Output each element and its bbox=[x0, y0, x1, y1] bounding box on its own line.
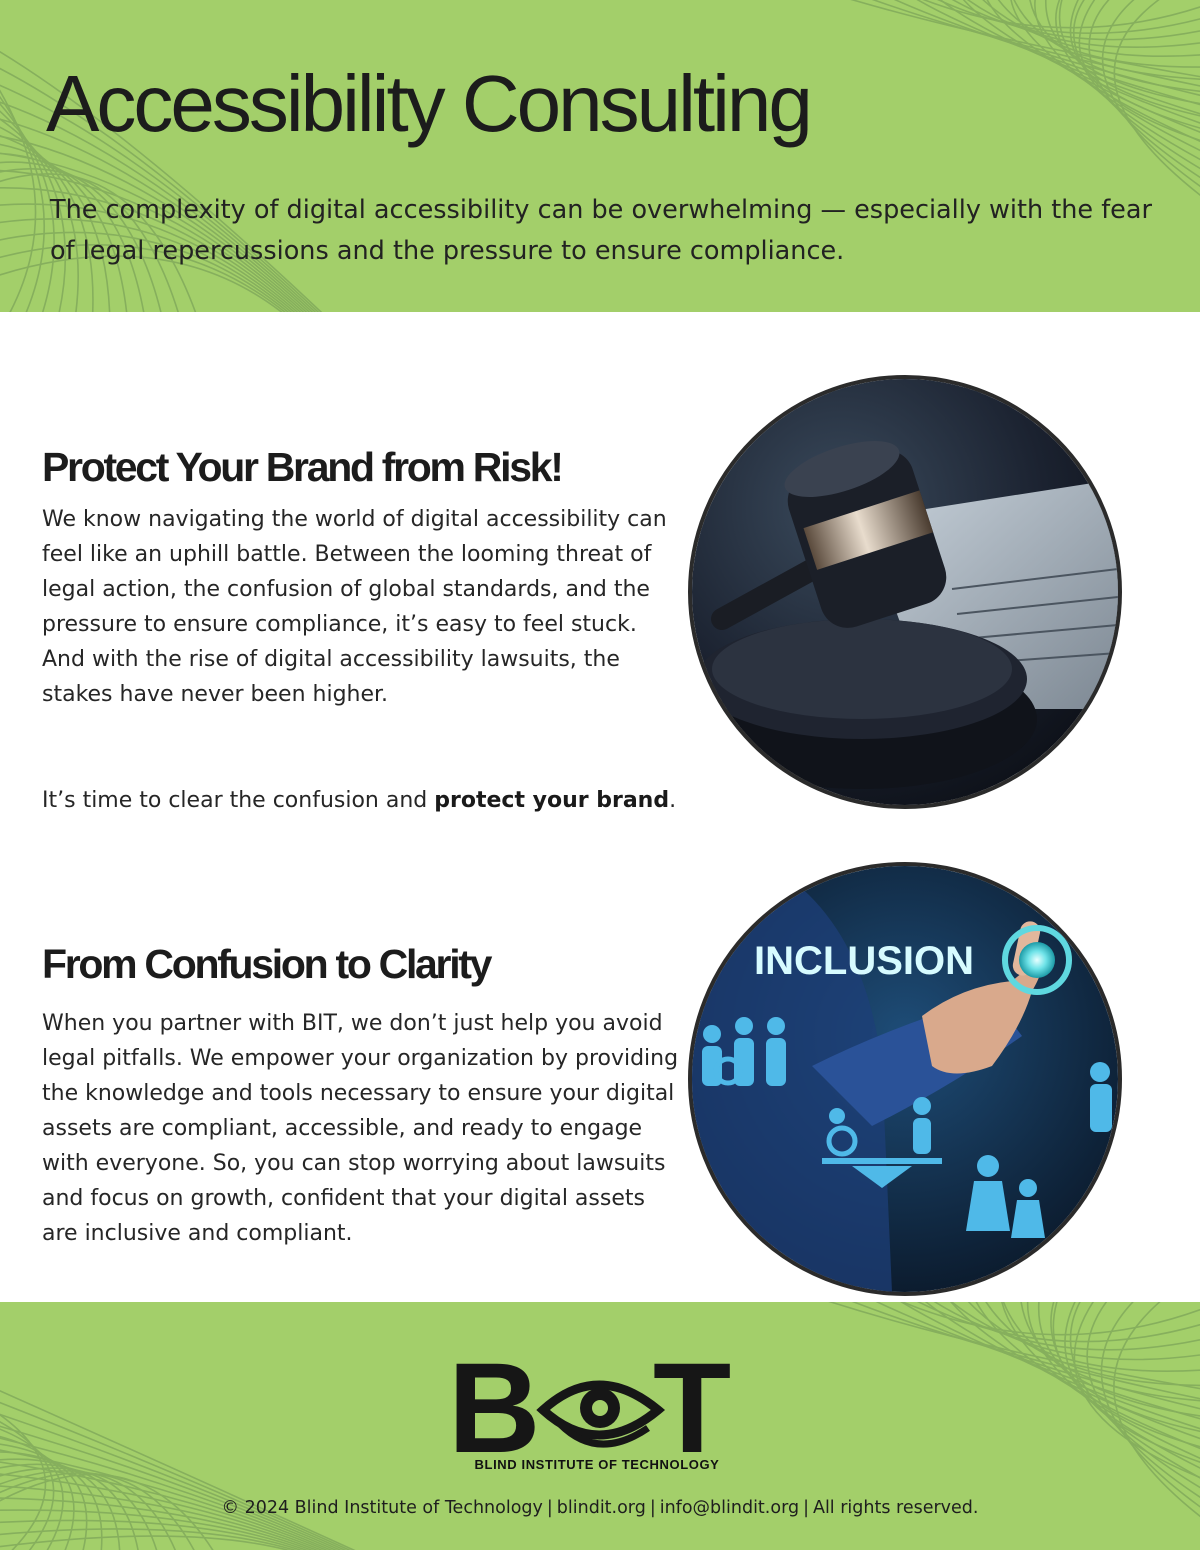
eye-hand-icon bbox=[543, 1385, 658, 1444]
cta-suffix: . bbox=[669, 788, 677, 813]
header-band bbox=[0, 0, 1200, 312]
inclusion-photo bbox=[688, 862, 1122, 1296]
rights-text: All rights reserved. bbox=[812, 1498, 979, 1518]
logo-letter-b: B bbox=[448, 1352, 541, 1477]
cta-prefix: It’s time to clear the confusion and bbox=[42, 788, 435, 813]
section-cta-protect-brand bbox=[42, 783, 682, 818]
inclusion-photo-label: INCLUSION bbox=[754, 939, 974, 983]
page-title: Accessibility Consulting bbox=[46, 59, 810, 148]
page-subtitle: The complexity of digital accessibility can be overwhelming — especially with the fear of legal repercussions and the pressure to ensure compliance. bbox=[50, 195, 1152, 266]
section-body-confusion-clarity: When you partner with BIT, we don’t just help you avoid legal pitfalls. We empower your organization by providing the knowledge and tools necessary to ensure your digital assets are compliant, accessible, and ready to engage with everyone. So, you can stop worrying about lawsuits and focus on growth, confident that your digital assets are inclusive and compliant. bbox=[42, 1011, 679, 1246]
separator: | bbox=[546, 1498, 553, 1518]
separator: | bbox=[649, 1498, 656, 1518]
section-heading-confusion-clarity: From Confusion to Clarity bbox=[42, 941, 491, 987]
inclusion-touchscreen-icon bbox=[692, 866, 1118, 1292]
website-link[interactable]: blindit.org bbox=[556, 1498, 646, 1518]
email-link[interactable]: info@blindit.org bbox=[659, 1498, 800, 1518]
gavel-photo bbox=[688, 375, 1122, 809]
logo-letter-t: T bbox=[653, 1352, 732, 1477]
section-heading-protect-brand: Protect Your Brand from Risk! bbox=[42, 444, 562, 490]
cta-bold: protect your brand bbox=[434, 788, 670, 813]
footer-info bbox=[0, 1498, 1200, 1518]
section-body-protect-brand: We know navigating the world of digital accessibility can feel like an uphill battle. Between the looming threat of legal action, the confusion of global standards, and the pressure to ensure compliance, it’s easy to feel stuck. And with the rise of digital accessibility lawsuits, the stakes have never been higher. bbox=[42, 507, 667, 707]
separator: | bbox=[803, 1498, 809, 1518]
logo-caption: BLIND INSTITUTE OF TECHNOLOGY bbox=[474, 1457, 720, 1472]
gavel-on-laptop-icon bbox=[692, 379, 1118, 805]
copyright-text: © 2024 Blind Institute of Technology bbox=[221, 1498, 543, 1518]
